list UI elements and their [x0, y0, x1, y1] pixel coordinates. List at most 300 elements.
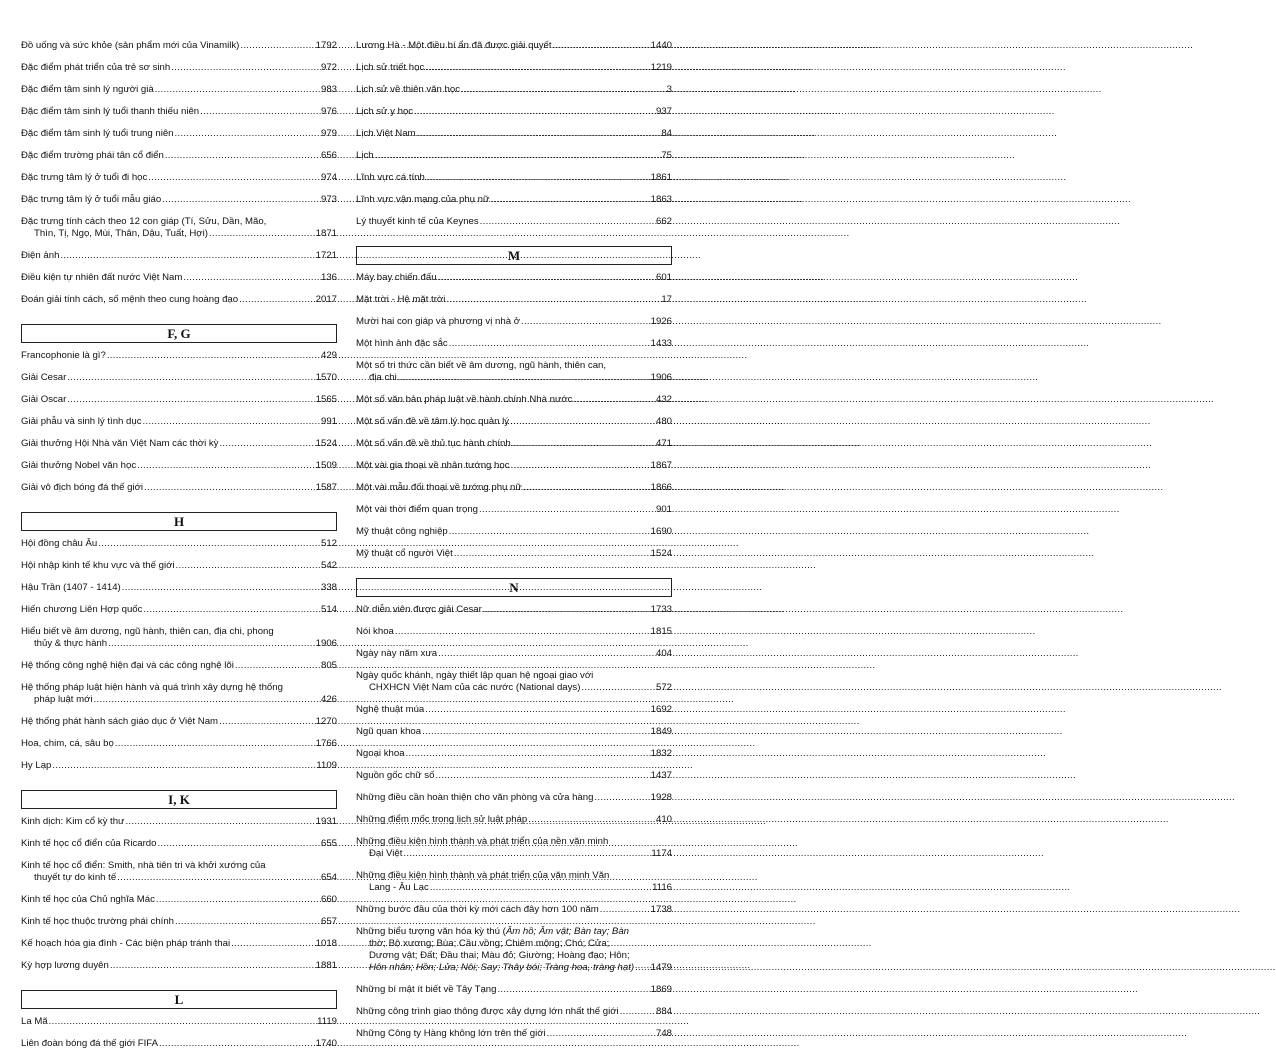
page-number: 1690 [650, 526, 672, 537]
entry-title: địa chi [369, 372, 397, 383]
entry-title: Hy Lạp [21, 760, 52, 771]
leader-dots [219, 716, 315, 728]
page-number: 601 [655, 272, 672, 283]
index-entry [356, 526, 672, 538]
entry-title-line: Đặc trưng tính cách theo 12 con giáp (Tí, Sửu, Dần, Mão, [21, 216, 267, 227]
page-number: 1906 [315, 638, 337, 649]
leader-dots [175, 128, 320, 140]
entry-row [356, 172, 672, 184]
index-entry [21, 626, 337, 650]
index-entry [21, 894, 337, 906]
index-entry [356, 338, 672, 350]
page-number: 1587 [315, 482, 337, 493]
entry-row [356, 216, 672, 228]
entry-title-line: Hệ thống pháp luật hiện hành và quá trình xây dựng hệ thống [21, 682, 283, 693]
entry-title: Những điểm mốc trong lịch sử luật pháp [356, 814, 528, 825]
page-number: 480 [655, 416, 672, 427]
entry-title: Đặc trưng tâm lý ở tuổi đi học [21, 172, 148, 183]
entry-title: Đồ uống và sức khỏe (sản phẩm mới của Vinamilk) [21, 40, 240, 51]
leader-dots [200, 106, 320, 118]
index-entry [356, 814, 672, 826]
entry-row [21, 582, 337, 594]
entry-row [21, 272, 337, 284]
entry-title: Hệ thống công nghệ hiện đại và các công nghệ lõi [21, 660, 234, 671]
entry-row [21, 194, 337, 206]
entry-row [21, 1016, 337, 1028]
page-number: 1116 [652, 882, 672, 893]
page-number: 432 [655, 394, 672, 405]
page-number: 1867 [650, 460, 672, 471]
entry-row [21, 738, 337, 750]
entry-row [356, 548, 672, 560]
entry-title-text: Những biểu tượng văn hóa kỳ thú ( [356, 926, 506, 937]
index-column-left [21, 40, 337, 1060]
entry-title: Mỹ thuật cổ người Việt [356, 548, 453, 559]
index-entry [21, 582, 337, 594]
entry-title: Francophonie là gì? [21, 350, 106, 361]
page-number: 75 [661, 150, 672, 161]
leader-dots [240, 40, 314, 52]
entry-row [356, 682, 672, 694]
leader-dots [98, 538, 320, 550]
entry-title: Đặc điểm phát triển của trẻ sơ sinh [21, 62, 171, 73]
page-number: 1931 [315, 816, 337, 827]
entry-title: Lịch sử về thiên văn học [356, 84, 461, 95]
leader-dots [137, 460, 315, 472]
index-entry [356, 316, 672, 328]
index-entry [356, 548, 672, 560]
leader-dots [523, 482, 650, 494]
leader-dots [183, 272, 320, 284]
leader-dots [67, 372, 314, 384]
page-number: 1849 [650, 726, 672, 737]
entry-row [356, 848, 672, 860]
leader-dots [117, 872, 320, 884]
index-entry [21, 438, 337, 450]
page-number: 136 [320, 272, 337, 283]
entry-title: Lịch sử triết học [356, 62, 425, 73]
entry-title: Lĩnh vực vận mạng của phụ nữ [356, 194, 490, 205]
entry-title: Lịch Việt Nam [356, 128, 416, 139]
section-header: H [21, 512, 337, 531]
index-entry [356, 670, 672, 694]
index-entry [356, 1006, 672, 1018]
page-number: 1881 [315, 960, 337, 971]
entry-row [21, 960, 337, 972]
entry-row [21, 1038, 337, 1050]
index-entry [356, 648, 672, 660]
entry-title: Lang - Âu Lạc [369, 882, 429, 893]
entry-title: Mười hai con giáp và phương vị nhà ở [356, 316, 520, 327]
leader-dots [521, 316, 650, 328]
leader-dots [143, 604, 320, 616]
page-number: 1219 [650, 62, 672, 73]
leader-dots [94, 694, 320, 706]
entry-title: Giải phẫu và sinh lý tình dục [21, 416, 142, 427]
leader-dots [573, 394, 655, 406]
entry-title: Một vài thời điểm quan trọng [356, 504, 479, 515]
entry-row [356, 604, 672, 616]
index-entry [21, 1016, 337, 1028]
leader-dots [175, 916, 320, 928]
leader-dots [635, 962, 650, 974]
entry-row [21, 838, 337, 850]
entry-row [356, 84, 672, 96]
entry-title-line [356, 926, 672, 938]
index-entry [21, 760, 337, 772]
entry-row [21, 62, 337, 74]
page-number: 1524 [315, 438, 337, 449]
entry-row [356, 372, 672, 384]
leader-dots [483, 604, 650, 616]
index-entry [21, 84, 337, 96]
page-number: 1570 [315, 372, 337, 383]
leader-dots [165, 150, 320, 162]
index-entry [356, 272, 672, 284]
leader-dots [425, 62, 649, 74]
index-entry [356, 216, 672, 228]
entry-title: Nữ diễn viên được giải Cesar [356, 604, 482, 615]
entry-title: Kinh tế học cổ điển của Ricardo [21, 838, 157, 849]
page-number: 1733 [650, 604, 672, 615]
leader-dots [446, 294, 660, 306]
page-number: 655 [320, 838, 337, 849]
page-number: 901 [655, 504, 672, 515]
index-entry [356, 460, 672, 472]
leader-dots [449, 526, 650, 538]
entry-title: thủy & thực hành [34, 638, 108, 649]
page-number: 974 [320, 172, 337, 183]
section-gap [356, 570, 672, 578]
page-number: 1509 [315, 460, 337, 471]
page-number: 1721 [315, 250, 337, 261]
leader-dots [553, 40, 650, 52]
entry-title: Kỳ hợp lương duyên [21, 960, 109, 971]
entry-row [356, 106, 672, 118]
leader-dots [594, 792, 649, 804]
index-entry [356, 626, 672, 638]
entry-row [21, 894, 337, 906]
entry-row [21, 816, 337, 828]
index-entry [21, 482, 337, 494]
leader-dots [547, 1028, 655, 1040]
entry-title-line: Dương vật; Đất; Đầu thai; Màu đỏ; Giường; Hoàng đạo; Hôn; [369, 950, 630, 961]
entry-row [356, 1006, 672, 1018]
page-number: 1479 [650, 962, 672, 973]
index-entry [21, 216, 337, 240]
page-number: 471 [655, 438, 672, 449]
section-gap [21, 504, 337, 512]
entry-title: Một hình ảnh đặc sắc [356, 338, 448, 349]
page-number: 1119 [317, 1016, 337, 1027]
index-entry [21, 838, 337, 850]
index-entry [21, 604, 337, 616]
entry-title: Thìn, Tị, Ngọ, Mùi, Thân, Dậu, Tuất, Hợi) [34, 228, 208, 239]
index-entry [356, 106, 672, 118]
index-entry [21, 560, 337, 572]
leader-dots [67, 394, 314, 406]
leader-dots [479, 504, 655, 516]
leader-dots [125, 816, 314, 828]
page-number: 1871 [315, 228, 337, 239]
section-header: L [21, 990, 337, 1009]
page-number: 514 [320, 604, 337, 615]
entry-row [21, 716, 337, 728]
page-number: 805 [320, 660, 337, 671]
page-number: 1792 [315, 40, 337, 51]
entry-title: Giải thưởng Nobel văn học [21, 460, 137, 471]
entry-row [356, 626, 672, 638]
leader-dots [417, 128, 661, 140]
leader-dots [620, 1006, 655, 1018]
index-entry [21, 916, 337, 928]
section-gap [21, 316, 337, 324]
page-number: 1832 [650, 748, 672, 759]
leader-dots [581, 682, 655, 694]
page-number: 84 [661, 128, 672, 139]
entry-title: La Mã [21, 1016, 48, 1027]
index-entry [356, 360, 672, 384]
entry-title: Giải Cesar [21, 372, 67, 383]
entry-row [356, 748, 672, 760]
page-number: 3 [666, 84, 672, 95]
page-number: 1815 [650, 626, 672, 637]
entry-row [21, 660, 337, 672]
entry-title: Hệ thống phát hành sách giáo dục ở Việt Nam [21, 716, 219, 727]
entry-row [356, 150, 672, 162]
entry-row [21, 40, 337, 52]
index-entry [21, 394, 337, 406]
entry-title: Lương Hà - Một điều bí ẩn đã được giải quyết [356, 40, 552, 51]
entry-title: Kinh dịch: Kim cổ kỳ thư [21, 816, 125, 827]
entry-title: Đoán giải tính cách, số mệnh theo cung hoàng đạo [21, 294, 239, 305]
index-entry [356, 438, 672, 450]
index-entry [356, 172, 672, 184]
entry-title-line: Kinh tế học cổ điển: Smith, nhà tiên tri và khởi xướng của [21, 860, 266, 871]
page-number: 660 [320, 894, 337, 905]
page-number: 426 [320, 694, 337, 705]
section-header: F, G [21, 324, 337, 343]
entry-row [356, 294, 672, 306]
entry-title: Một vài mẫu đối thoại về tướng phụ nữ [356, 482, 522, 493]
index-entry [21, 150, 337, 162]
leader-dots [115, 738, 315, 750]
entry-title: Giải Oscar [21, 394, 67, 405]
page-number: 17 [661, 294, 672, 305]
entry-title: Lịch sử y học [356, 106, 414, 117]
page-number: 657 [320, 916, 337, 927]
entry-title-line: thờ; Bộ xương; Bùa; Cầu vồng; Chiêm mộng; Chó; Cửa; [369, 938, 610, 949]
page-number: 991 [320, 416, 337, 427]
entry-title: Đặc điểm tâm sinh lý người già [21, 84, 154, 95]
leader-dots [122, 582, 320, 594]
index-entry [21, 716, 337, 728]
leader-dots [497, 984, 649, 996]
entry-row [21, 128, 337, 140]
leader-dots [435, 770, 649, 782]
entry-title: Điều kiện tự nhiên đất nước Việt Nam [21, 272, 183, 283]
index-entry [356, 194, 672, 206]
leader-dots [60, 250, 314, 262]
page-number: 1863 [650, 194, 672, 205]
entry-title: Điện ảnh [21, 250, 60, 261]
section-header: I, K [21, 790, 337, 809]
page-number: 983 [320, 84, 337, 95]
leader-dots [157, 838, 320, 850]
leader-dots [375, 150, 661, 162]
index-entry [21, 938, 337, 950]
entry-row [21, 106, 337, 118]
index-entry [356, 792, 672, 804]
index-entry [356, 870, 672, 894]
entry-row [21, 460, 337, 472]
index-entry [21, 272, 337, 284]
index-entry [21, 350, 337, 362]
page-number: 748 [655, 1028, 672, 1039]
page-number: 1738 [650, 904, 672, 915]
page-number: 1174 [651, 848, 672, 859]
entry-row [356, 62, 672, 74]
index-entry [21, 194, 337, 206]
entry-row [21, 694, 337, 706]
leader-dots [155, 84, 320, 96]
entry-row [356, 704, 672, 716]
entry-title: Nguồn gốc chữ số [356, 770, 435, 781]
leader-dots [110, 960, 315, 972]
entry-row [21, 294, 337, 306]
entry-row [356, 504, 672, 516]
page-number: 1926 [650, 316, 672, 327]
page-number: 1018 [315, 938, 337, 949]
page-number: 338 [320, 582, 337, 593]
entry-row [21, 482, 337, 494]
entry-title: Hiến chương Liên Hợp quốc [21, 604, 143, 615]
index-entry [21, 860, 337, 884]
entry-row [21, 250, 337, 262]
leader-dots [171, 62, 320, 74]
index-entry [21, 372, 337, 384]
leader-dots [511, 460, 650, 472]
entry-title: Giải vô địch bóng đá thế giới [21, 482, 144, 493]
page-number: 1440 [650, 40, 672, 51]
index-entry [21, 294, 337, 306]
page-number: 973 [320, 194, 337, 205]
entry-title: pháp luật mới [34, 694, 93, 705]
entry-row [356, 194, 672, 206]
entry-row [356, 460, 672, 472]
entry-title: Ngoại khoa [356, 748, 405, 759]
entry-row [356, 792, 672, 804]
entry-title: Hậu Trần (1407 - 1414) [21, 582, 121, 593]
entry-row [356, 316, 672, 328]
index-entry [356, 394, 672, 406]
index-entry [356, 150, 672, 162]
index-entry [356, 704, 672, 716]
leader-dots [430, 882, 651, 894]
entry-title: Lịch [356, 150, 374, 161]
page-number: 884 [655, 1006, 672, 1017]
entry-row [356, 128, 672, 140]
page-number: 429 [320, 350, 337, 361]
entry-row [356, 882, 672, 894]
entry-title: Nghệ thuật múa [356, 704, 425, 715]
index-entry [21, 250, 337, 262]
page-number: 1433 [650, 338, 672, 349]
entry-row [21, 228, 337, 240]
entry-title: Một số vấn đề về thủ tục hành chính [356, 438, 511, 449]
entry-row [356, 338, 672, 350]
entry-title: Lĩnh vực cá tính [356, 172, 425, 183]
entry-row [356, 814, 672, 826]
index-entry [21, 682, 337, 706]
entry-row [356, 526, 672, 538]
entry-row [21, 372, 337, 384]
leader-dots [176, 560, 320, 572]
section-header: M [356, 246, 672, 265]
entry-title: Kinh tế học của Chủ nghĩa Mác [21, 894, 155, 905]
leader-dots [422, 726, 650, 738]
page-number: 662 [655, 216, 672, 227]
index-entry [21, 538, 337, 550]
entry-row [21, 84, 337, 96]
leader-dots [425, 704, 649, 716]
index-entry [21, 460, 337, 472]
entry-title: Mặt trời - Hệ mặt trời [356, 294, 446, 305]
leader-dots [414, 106, 655, 118]
entry-title: Ngũ quan khoa [356, 726, 422, 737]
leader-dots [159, 1038, 315, 1050]
index-entry [356, 62, 672, 74]
leader-dots [403, 848, 650, 860]
page-number: 512 [320, 538, 337, 549]
index-entry [356, 40, 672, 52]
entry-title: Nói khoa [356, 626, 394, 637]
index-entry [356, 128, 672, 140]
leader-dots [398, 372, 650, 384]
index-entry [356, 504, 672, 516]
leader-dots [438, 272, 655, 284]
entry-title: Đặc trưng tâm lý ở tuổi mẫu giáo [21, 194, 162, 205]
entry-row [356, 962, 672, 974]
leader-dots [461, 84, 666, 96]
index-entry [21, 172, 337, 184]
entry-row [21, 350, 337, 362]
entry-title: Hoa, chim, cá, sâu bọ [21, 738, 114, 749]
index-entry [356, 984, 672, 996]
entry-row [356, 416, 672, 428]
page-number: 972 [320, 62, 337, 73]
index-entry [356, 926, 672, 974]
entry-title-line: Một số tri thức cần biết về âm dương, ngũ hành, thiên can, [356, 360, 607, 371]
index-entry [21, 62, 337, 74]
index-entry [21, 40, 337, 52]
entry-title: Liên đoàn bóng đá thế giới FIFA [21, 1038, 158, 1049]
section-header: N [356, 578, 672, 597]
leader-dots [49, 1016, 316, 1028]
entry-row [21, 438, 337, 450]
entry-title-line: Những điều kiện hình thành và phát triển của nền văn minh [356, 836, 609, 847]
leader-dots [143, 416, 320, 428]
entry-title: CHXHCN Việt Nam của các nước (National days) [369, 682, 581, 693]
page-number: 572 [655, 682, 672, 693]
leader-dots [239, 294, 315, 306]
leader-dots [490, 194, 649, 206]
entry-title: Mỹ thuật công nghiệp [356, 526, 448, 537]
page-number: 1524 [650, 548, 672, 559]
entry-row [21, 916, 337, 928]
entry-row [21, 638, 337, 650]
section-gap [356, 238, 672, 246]
